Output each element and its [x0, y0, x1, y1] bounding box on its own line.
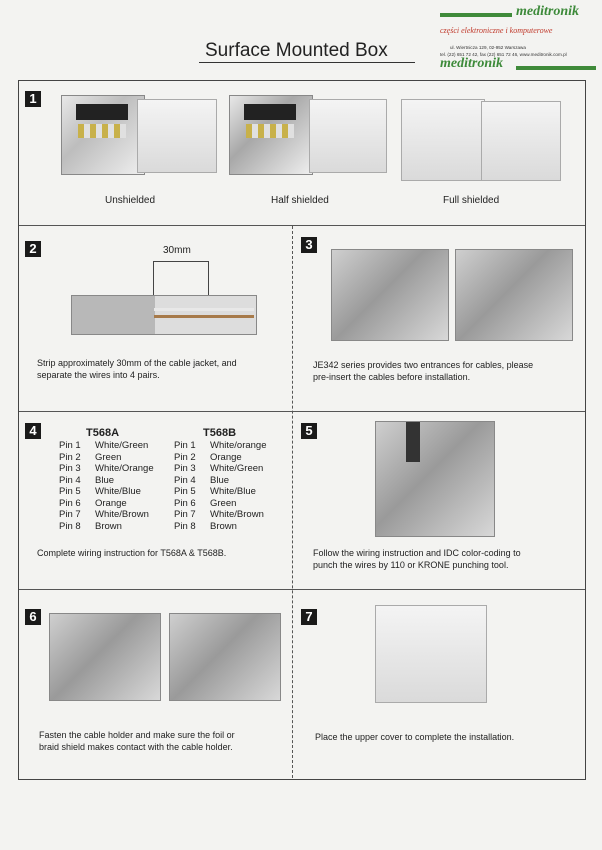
t568b-pin-row	[174, 440, 267, 452]
step-5-instructions	[313, 547, 521, 571]
step-4-instructions: Complete wiring instruction for T568A & T568B.	[37, 548, 227, 558]
pin-color: Blue	[210, 474, 230, 486]
pin-number: Pin 3	[174, 463, 196, 474]
pin-number: Pin 7	[59, 509, 81, 520]
cable-holder-photo-1	[49, 613, 161, 701]
cable-entrance-photo-1	[331, 249, 449, 341]
t568a-pin-row	[59, 475, 154, 487]
pin-number: Pin 7	[174, 509, 196, 520]
step-2-line-2: separate the wires into 4 pairs.	[37, 370, 160, 380]
pin-color: Green	[95, 451, 122, 463]
pin-number: Pin 2	[59, 451, 81, 463]
t568b-pin-list	[174, 440, 267, 532]
step-1-number: 1	[25, 91, 41, 107]
unshielded-cover-photo	[137, 99, 217, 173]
pin-color: White/Blue	[95, 486, 141, 497]
unshielded-box-photo	[61, 95, 145, 175]
label-unshielded: Unshielded	[105, 195, 156, 206]
full-shielded-box-photo	[401, 99, 485, 181]
brand-tagline: części elektroniczne i komputerowe	[440, 26, 553, 35]
step-6-line-1: Fasten the cable holder and make sure the foil or	[39, 730, 235, 740]
logo-bar-lower	[516, 66, 596, 70]
step-5-number: 5	[301, 423, 317, 439]
pin-number: Pin 1	[174, 440, 196, 451]
brand-logo	[440, 4, 598, 74]
t568b-pin-row	[174, 509, 267, 521]
step-3-line-1: JE342 series provides two entrances for cables, please	[313, 360, 534, 370]
pin-color: Brown	[210, 520, 237, 532]
pin-color: Green	[210, 497, 237, 509]
t568a-pin-row	[59, 509, 154, 521]
pin-number: Pin 6	[59, 497, 81, 509]
t568a-pin-row	[59, 486, 154, 498]
jack-block	[244, 104, 296, 120]
label-half-shielded: Half shielded	[271, 195, 329, 206]
step-5-line-1: Follow the wiring instruction and IDC color-coding to	[313, 548, 521, 558]
stripped-cable-photo	[71, 295, 257, 335]
t568a-title: T568A	[86, 427, 120, 439]
step-5-line-2: punch the wires by 110 or KRONE punching tool.	[313, 560, 509, 570]
half-shielded-box-photo	[229, 95, 313, 175]
label-full-shielded: Full shielded	[443, 195, 500, 206]
brand-name-lower: meditronik	[440, 56, 504, 71]
dimension-bracket	[153, 261, 209, 296]
pin-color: Orange	[210, 451, 242, 463]
pin-color: White/orange	[210, 440, 267, 451]
half-shielded-cover-photo	[309, 99, 387, 173]
column-divider	[292, 226, 293, 778]
brand-name: meditronik	[516, 4, 580, 19]
cable-entrance-photo-2	[455, 249, 573, 341]
t568b-pin-row	[174, 452, 267, 464]
pin-color: White/Green	[95, 440, 149, 451]
t568a-pin-list	[59, 440, 154, 532]
wire-pair	[154, 308, 254, 311]
pin-color: White/Green	[210, 463, 264, 474]
t568b-pin-row	[174, 463, 267, 475]
step-7-instructions: Place the upper cover to complete the installation.	[315, 732, 515, 742]
divider-1	[19, 225, 585, 226]
step-2-line-1: Strip approximately 30mm of the cable jacket, and	[37, 358, 237, 368]
step-3-instructions	[313, 359, 533, 383]
cable-holder-photo-2	[169, 613, 281, 701]
instruction-frame	[18, 80, 586, 780]
step-2-instructions	[37, 357, 237, 381]
punch-down-photo	[375, 421, 495, 537]
pin-color: White/Blue	[210, 486, 256, 497]
pin-number: Pin 4	[59, 474, 81, 486]
upper-cover-photo	[375, 605, 487, 703]
idc-terminals	[78, 124, 126, 138]
idc-terminals	[246, 124, 294, 138]
pin-color: White/Brown	[95, 509, 149, 520]
step-6-instructions	[39, 729, 235, 753]
pin-color: White/Brown	[210, 509, 264, 520]
t568b-pin-row	[174, 486, 267, 498]
t568a-pin-row	[59, 440, 154, 452]
jack-block	[76, 104, 128, 120]
pin-color: White/Orange	[95, 463, 154, 474]
divider-3	[19, 589, 585, 590]
pin-number: Pin 4	[174, 474, 196, 486]
t568b-pin-row	[174, 475, 267, 487]
pin-number: Pin 8	[59, 520, 81, 532]
page-title: Surface Mounted Box	[205, 40, 388, 61]
pin-number: Pin 3	[59, 463, 81, 474]
t568b-pin-row	[174, 521, 267, 533]
brand-contact: tel. (22) 651 72 42, fax (22) 651 72 46, www.meditronik.com.pl	[440, 52, 567, 57]
pin-number: Pin 5	[174, 486, 196, 497]
t568a-pin-row	[59, 498, 154, 510]
pin-number: Pin 1	[59, 440, 81, 451]
pin-number: Pin 2	[174, 451, 196, 463]
pin-color: Brown	[95, 520, 122, 532]
t568a-pin-row	[59, 463, 154, 475]
pin-color: Blue	[95, 474, 115, 486]
t568b-title: T568B	[203, 427, 237, 439]
divider-2	[19, 411, 585, 412]
step-6-line-2: braid shield makes contact with the cable holder.	[39, 742, 233, 752]
t568b-pin-row	[174, 498, 267, 510]
step-4-number: 4	[25, 423, 41, 439]
full-shielded-cover-photo	[481, 101, 561, 181]
step-3-number: 3	[301, 237, 317, 253]
t568a-pin-row	[59, 452, 154, 464]
step-2-number: 2	[25, 241, 41, 257]
step-6-number: 6	[25, 609, 41, 625]
wire-pair	[154, 315, 254, 318]
pin-color: Orange	[95, 497, 127, 509]
title-underline	[199, 62, 415, 63]
pin-number: Pin 8	[174, 520, 196, 532]
pin-number: Pin 5	[59, 486, 81, 497]
step-3-line-2: pre-insert the cables before installation.	[313, 372, 471, 382]
strip-dimension-label: 30mm	[163, 245, 191, 256]
punch-tool	[406, 422, 420, 462]
step-7-number: 7	[301, 609, 317, 625]
pin-number: Pin 6	[174, 497, 196, 509]
logo-bar	[440, 13, 512, 17]
brand-address: ul. Wiertnicza 129, 02-952 Warszawa	[450, 45, 526, 50]
t568a-pin-row	[59, 521, 154, 533]
